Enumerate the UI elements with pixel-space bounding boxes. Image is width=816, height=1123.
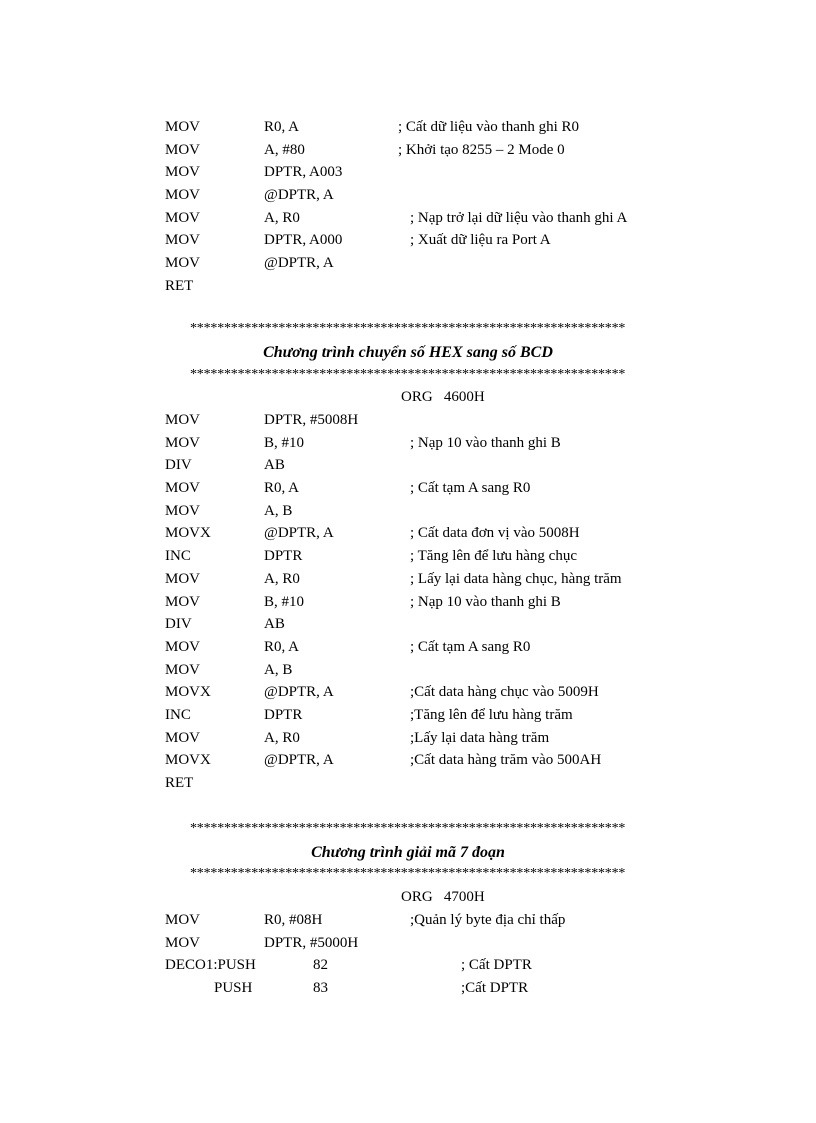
code-line: [0, 116, 816, 139]
code-line: [0, 681, 816, 704]
code-line: [0, 909, 816, 932]
opcode: DIV: [165, 616, 192, 633]
operand: B, #10: [264, 593, 305, 610]
operand: A, B: [264, 661, 293, 678]
code-line: [0, 727, 816, 750]
opcode: INC: [165, 706, 191, 723]
opcode: RET: [165, 775, 194, 791]
opcode: MOV: [165, 209, 201, 226]
opcode: MOV: [165, 661, 201, 678]
separator-stars: ****************************************************************: [190, 321, 626, 336]
comment: ;Cất DPTR: [461, 980, 529, 997]
comment: ; Nạp 10 vào thanh ghi B: [410, 593, 561, 610]
comment: ; Nạp 10 vào thanh ghi B: [410, 434, 561, 451]
opcode: MOVX: [165, 684, 211, 701]
operand: AB: [264, 457, 285, 474]
opcode: MOV: [165, 638, 201, 655]
operand: @DPTR, A: [264, 525, 334, 542]
operand: 83: [313, 980, 328, 997]
org-directive: [0, 886, 816, 909]
operand: DPTR: [264, 706, 303, 723]
code-line: [0, 275, 816, 298]
comment: ;Tăng lên để lưu hàng trăm: [410, 706, 573, 723]
operand: A, B: [264, 502, 293, 519]
comment: ; Tăng lên để lưu hàng chục: [410, 548, 577, 565]
code-line: [0, 477, 816, 500]
opcode: MOV: [165, 570, 201, 587]
comment: ; Cất DPTR: [461, 957, 532, 974]
opcode: MOV: [165, 187, 201, 204]
operand: @DPTR, A: [264, 187, 334, 204]
operand: @DPTR, A: [264, 255, 334, 272]
opcode: MOV: [165, 164, 201, 181]
opcode: RET: [165, 277, 194, 294]
operand: A, #80: [264, 141, 305, 158]
org-label: ORG 4700H: [401, 889, 485, 905]
code-block-1: [0, 116, 816, 298]
code-line: [0, 568, 816, 591]
code-line: [0, 432, 816, 455]
comment: ; Khởi tạo 8255 – 2 Mode 0: [398, 141, 565, 158]
code-line: [0, 229, 816, 252]
code-line: [0, 977, 816, 1000]
comment: ; Cất tạm A sang R0: [410, 638, 531, 655]
separator-stars: ****************************************************************: [190, 367, 626, 382]
code-line: [0, 252, 816, 275]
code-line: [0, 772, 816, 795]
comment: ;Cất data hàng chục vào 5009H: [410, 684, 599, 701]
org-label: ORG 4600H: [401, 389, 485, 405]
code-block-2: [0, 409, 816, 795]
comment: ;Cất data hàng trăm vào 500AH: [410, 752, 602, 769]
operand: R0, A: [264, 480, 300, 497]
operand: DPTR, A003: [264, 164, 343, 181]
code-line: [0, 522, 816, 545]
code-line: [0, 207, 816, 230]
code-line: [0, 749, 816, 772]
opcode: MOV: [165, 480, 201, 497]
opcode: INC: [165, 548, 191, 565]
comment: ;Quản lý byte địa chỉ thấp: [410, 912, 566, 928]
operand: A, R0: [264, 570, 300, 587]
separator-stars: ****************************************************************: [190, 866, 626, 881]
opcode: PUSH: [214, 980, 253, 997]
opcode: DECO1:PUSH: [165, 957, 256, 974]
opcode: DIV: [165, 457, 192, 474]
operand: @DPTR, A: [264, 684, 334, 701]
opcode: MOV: [165, 412, 201, 428]
comment: ; Cất dữ liệu vào thanh ghi R0: [398, 119, 580, 135]
opcode: MOVX: [165, 525, 211, 542]
operand: DPTR, #5008H: [264, 412, 359, 428]
opcode: MOV: [165, 141, 201, 158]
code-line: [0, 591, 816, 614]
opcode: MOV: [165, 912, 201, 928]
separator-stars: ****************************************************************: [190, 821, 626, 836]
code-line: [0, 161, 816, 184]
opcode: MOV: [165, 934, 201, 951]
code-line: [0, 704, 816, 727]
code-line: [0, 454, 816, 477]
opcode: MOV: [165, 593, 201, 610]
operand: B, #10: [264, 434, 305, 451]
code-line: [0, 636, 816, 659]
section-title: Chương trình giải mã 7 đoạn: [311, 844, 505, 861]
operand: DPTR: [264, 548, 303, 565]
org-directive: [0, 386, 816, 409]
code-line: [0, 184, 816, 207]
operand: A, R0: [264, 209, 300, 226]
operand: DPTR, A000: [264, 232, 343, 249]
code-line: [0, 545, 816, 568]
opcode: MOVX: [165, 752, 211, 769]
code-line: [0, 659, 816, 682]
comment: ;Lấy lại data hàng trăm: [410, 729, 550, 746]
comment: ; Cất data đơn vị vào 5008H: [410, 525, 580, 542]
comment: ; Lấy lại data hàng chục, hàng trăm: [410, 570, 622, 587]
opcode: MOV: [165, 729, 201, 746]
operand: AB: [264, 616, 285, 633]
code-line: [0, 954, 816, 977]
opcode: MOV: [165, 434, 201, 451]
code-line: [0, 409, 816, 432]
operand: R0, A: [264, 638, 300, 655]
operand: 82: [313, 957, 328, 974]
opcode: MOV: [165, 255, 201, 272]
operand: R0, #08H: [264, 912, 323, 928]
comment: ; Nạp trở lại dữ liệu vào thanh ghi A: [410, 209, 628, 226]
opcode: MOV: [165, 502, 201, 519]
operand: R0, A: [264, 119, 300, 135]
section-title: Chương trình chuyển số HEX sang số BCD: [263, 344, 553, 361]
comment: ; Xuất dữ liệu ra Port A: [410, 232, 551, 249]
code-line: [0, 613, 816, 636]
code-line: [0, 139, 816, 162]
operand: @DPTR, A: [264, 752, 334, 769]
comment: ; Cất tạm A sang R0: [410, 480, 531, 497]
operand: DPTR, #5000H: [264, 934, 359, 951]
code-block-3: [0, 909, 816, 1000]
opcode: MOV: [165, 119, 201, 135]
opcode: MOV: [165, 232, 201, 249]
code-line: [0, 500, 816, 523]
operand: A, R0: [264, 729, 300, 746]
code-line: [0, 932, 816, 955]
